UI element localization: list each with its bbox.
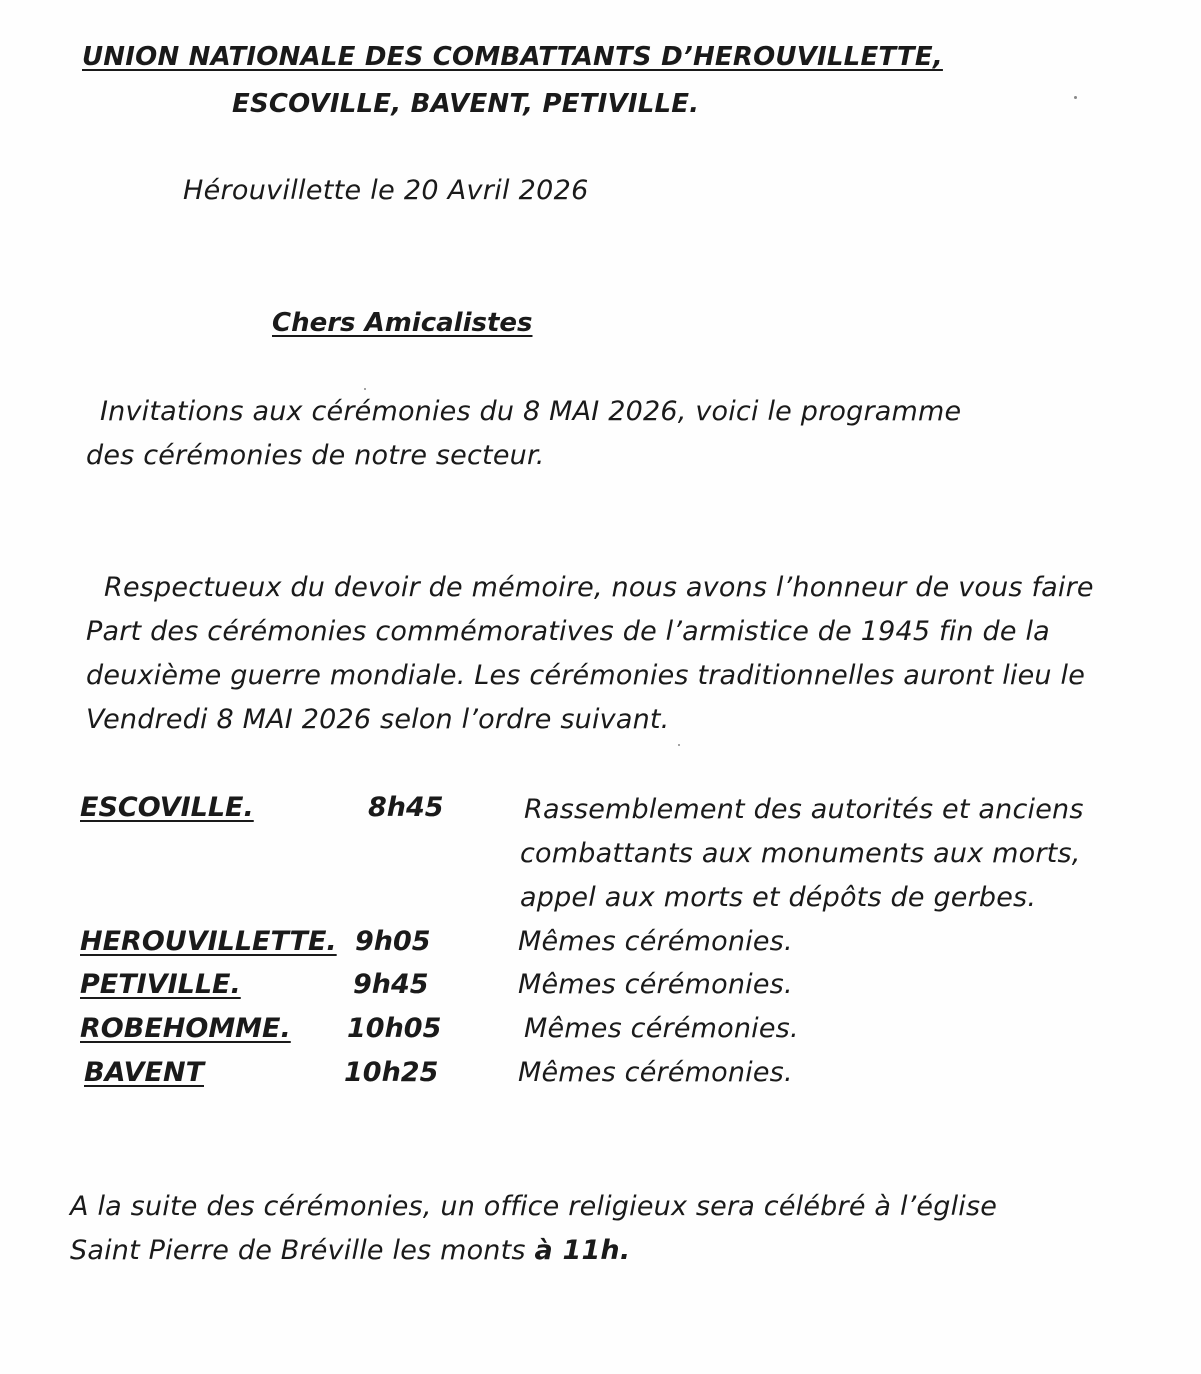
closing-line-1: A la suite des cérémonies, un office religieux sera célébré à l’église [70, 1191, 998, 1222]
schedule-desc-line: Mêmes cérémonies. [524, 1013, 799, 1044]
schedule-place: ESCOVILLE. [80, 792, 254, 823]
header-title-line1: UNION NATIONALE DES COMBATTANTS D’HEROUVILLETTE, [82, 42, 943, 72]
closing-line-2-text: Saint Pierre de Bréville les monts [70, 1235, 535, 1266]
schedule-desc-line: combattants aux monuments aux morts, [520, 838, 1081, 869]
body-line-3: deuxième guerre mondiale. Les cérémonies traditionnelles auront lieu le [86, 660, 1086, 691]
schedule-time: 10h25 [344, 1057, 439, 1088]
schedule-desc-line: Rassemblement des autorités et anciens [524, 794, 1084, 825]
schedule-desc-line: Mêmes cérémonies. [518, 926, 793, 957]
schedule-time: 9h05 [355, 926, 431, 957]
schedule-desc-line: Mêmes cérémonies. [518, 969, 793, 1000]
schedule-time: 10h05 [347, 1013, 442, 1044]
header-title-line2: ESCOVILLE, BAVENT, PETIVILLE. [232, 89, 700, 119]
schedule-time: 9h45 [353, 969, 429, 1000]
scan-speck [364, 388, 366, 390]
letter-date: Hérouvillette le 20 Avril 2026 [183, 175, 589, 206]
closing-line-2 [70, 1235, 630, 1266]
schedule-time: 8h45 [368, 792, 444, 823]
closing-time: à 11h. [534, 1235, 631, 1266]
body-line-4: Vendredi 8 MAI 2026 selon l’ordre suivant. [86, 704, 670, 735]
schedule-place: PETIVILLE. [80, 969, 241, 1000]
schedule-place: HEROUVILLETTE. [80, 926, 337, 957]
schedule-desc-line: appel aux morts et dépôts de gerbes. [520, 882, 1037, 913]
body-line-2: Part des cérémonies commémoratives de l’armistice de 1945 fin de la [86, 616, 1050, 647]
intro-line-1: Invitations aux cérémonies du 8 MAI 2026, voici le programme [100, 396, 962, 427]
schedule-desc-line: Mêmes cérémonies. [518, 1057, 793, 1088]
schedule-place: BAVENT [84, 1057, 204, 1088]
body-line-1: Respectueux du devoir de mémoire, nous avons l’honneur de vous faire [104, 572, 1094, 603]
salutation: Chers Amicalistes [272, 308, 533, 338]
scan-speck [1074, 96, 1077, 99]
intro-line-2: des cérémonies de notre secteur. [86, 440, 545, 471]
scan-speck [678, 744, 680, 746]
schedule-place: ROBEHOMME. [80, 1013, 291, 1044]
